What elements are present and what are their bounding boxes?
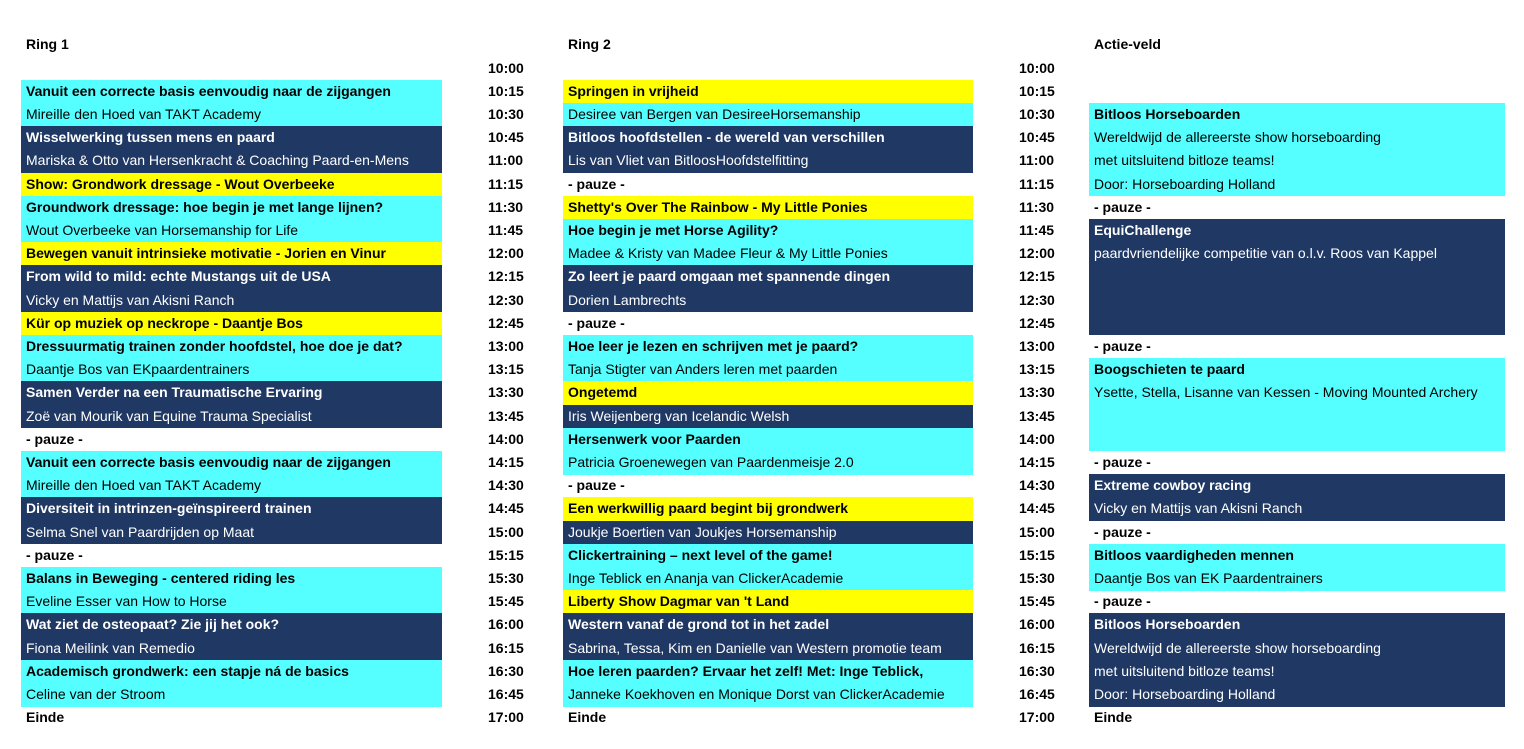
time-slot: 10:15	[1019, 82, 1055, 99]
ring2-schedule-item: Zo leert je paard omgaan met spannende dingen	[563, 265, 973, 289]
time-slot: 15:00	[1019, 523, 1055, 540]
time-slot: 11:45	[488, 221, 524, 238]
ring2-schedule-item: Lis van Vliet van BitloosHoofdstelfitting	[563, 149, 973, 173]
ring1-schedule-item: Mireille den Hoed van TAKT Academy	[21, 474, 442, 498]
ring1-schedule-item: Samen Verder na een Traumatische Ervaring	[21, 381, 442, 405]
actie-schedule-item: Extreme cowboy racing	[1089, 474, 1505, 498]
actie-schedule-item: Bitloos vaardigheden mennen	[1089, 544, 1505, 568]
time-slot: 13:45	[488, 407, 524, 424]
actie-schedule-item	[1089, 428, 1505, 452]
time-slot: 11:30	[1019, 198, 1055, 215]
time-slot: 14:30	[1019, 477, 1055, 494]
time-slot: 15:45	[488, 593, 524, 610]
ring1-schedule-item: Bewegen vanuit intrinsieke motivatie - Jorien en Vinur	[21, 242, 442, 266]
ring2-schedule-item: Western vanaf de grond tot in het zadel	[563, 613, 973, 637]
ring1-schedule-item: Show: Grondwork dressage - Wout Overbeeke	[21, 173, 442, 197]
ring1-schedule-item: Einde	[26, 709, 65, 726]
ring2-schedule-item: Ongetemd	[563, 381, 973, 405]
ring1-schedule-item: From wild to mild: echte Mustangs uit de USA	[21, 265, 442, 289]
actie-schedule-item: Wereldwijd de allereerste show horseboarding	[1089, 637, 1505, 661]
time-slot: 13:15	[1019, 361, 1055, 378]
time-slot: 13:15	[488, 361, 524, 378]
actie-schedule-item: Door: Horseboarding Holland	[1089, 683, 1505, 707]
actie-schedule-item	[1089, 265, 1505, 289]
time-slot: 11:00	[1019, 152, 1055, 169]
ring1-schedule-item: Celine van der Stroom	[21, 683, 442, 707]
ring1-schedule-item: Wat ziet de osteopaat? Zie jij het ook?	[21, 613, 442, 637]
time-slot: 11:45	[1019, 221, 1055, 238]
ring2-schedule-item: Dorien Lambrechts	[563, 289, 973, 313]
ring2-schedule-item: Bitloos hoofdstellen - de wereld van verschillen	[563, 126, 973, 150]
time-slot: 11:00	[488, 152, 524, 169]
time-slot: 13:30	[488, 384, 524, 401]
ring2-schedule-item: Einde	[568, 709, 607, 726]
time-slot: 17:00	[1019, 709, 1055, 726]
actie-schedule-item: - pauze -	[1094, 453, 1151, 470]
actie-schedule-item	[1089, 405, 1505, 429]
actie-schedule-item: - pauze -	[1094, 593, 1151, 610]
ring1-schedule-item: Academisch grondwerk: een stapje ná de basics	[21, 660, 442, 684]
ring1-schedule-item: Mireille den Hoed van TAKT Academy	[21, 103, 442, 127]
time-slot: 13:30	[1019, 384, 1055, 401]
time-slot: 11:15	[1019, 175, 1055, 192]
ring2-schedule-item: - pauze -	[568, 175, 625, 192]
ring2-schedule-item: Patricia Groenewegen van Paardenmeisje 2.0	[563, 451, 973, 475]
ring2-schedule-item: Liberty Show Dagmar van 't Land	[563, 590, 973, 614]
actie-schedule-item: EquiChallenge	[1089, 219, 1505, 243]
ring2-schedule-item: Hersenwerk voor Paarden	[563, 428, 973, 452]
time-slot: 11:15	[488, 175, 524, 192]
time-slot: 15:00	[488, 523, 524, 540]
time-slot: 16:45	[488, 685, 524, 702]
actie-schedule-item	[1089, 312, 1505, 336]
time-slot: 17:00	[488, 709, 524, 726]
time-slot: 15:15	[488, 546, 524, 563]
time-slot: 16:45	[1019, 685, 1055, 702]
time-slot: 16:15	[488, 639, 524, 656]
time-slot: 14:45	[1019, 500, 1055, 517]
time-slot: 13:00	[1019, 337, 1055, 354]
actie-schedule-item	[1089, 80, 1505, 104]
actie-schedule-item: Daantje Bos van EK Paardentrainers	[1089, 567, 1505, 591]
time-slot: 12:00	[1019, 245, 1055, 262]
time-slot: 11:30	[488, 198, 524, 215]
ring1-schedule-item: Groundwork dressage: hoe begin je met lange lijnen?	[21, 196, 442, 220]
actie-schedule-item: met uitsluitend bitloze teams!	[1089, 660, 1505, 684]
actie-schedule-item: met uitsluitend bitloze teams!	[1089, 149, 1505, 173]
time-slot: 15:15	[1019, 546, 1055, 563]
time-slot: 14:15	[488, 453, 524, 470]
time-slot: 12:30	[1019, 291, 1055, 308]
time-slot: 10:30	[488, 105, 524, 122]
actie-header: Actie-veld	[1094, 36, 1161, 52]
actie-schedule-item: Einde	[1094, 709, 1133, 726]
time-slot: 12:30	[488, 291, 524, 308]
ring2-schedule-item: Clickertraining – next level of the game!	[563, 544, 973, 568]
actie-schedule-item: Ysette, Stella, Lisanne van Kessen - Moving Mounted Archery	[1089, 381, 1505, 405]
ring2-schedule-item: Springen in vrijheid	[563, 80, 973, 104]
time-slot: 16:15	[1019, 639, 1055, 656]
time-slot: 15:30	[1019, 569, 1055, 586]
time-slot: 10:45	[1019, 129, 1055, 146]
time-slot: 13:00	[488, 337, 524, 354]
ring2-schedule-item: Janneke Koekhoven en Monique Dorst van ClickerAcademie	[563, 683, 973, 707]
ring1-schedule-item: Mariska & Otto van Hersenkracht & Coaching Paard-en-Mens	[21, 149, 442, 173]
ring2-schedule-item: Een werkwillig paard begint bij grondwerk	[563, 497, 973, 521]
ring2-schedule-item: Inge Teblick en Ananja van ClickerAcademie	[563, 567, 973, 591]
actie-schedule-item: Door: Horseboarding Holland	[1089, 173, 1505, 197]
actie-schedule-item: Bitloos Horseboarden	[1089, 613, 1505, 637]
ring1-schedule-item: Balans in Beweging - centered riding les	[21, 567, 442, 591]
ring2-schedule-item: Joukje Boertien van Joukjes Horsemanship	[563, 521, 973, 545]
time-slot: 14:00	[1019, 430, 1055, 447]
ring1-schedule-item: Daantje Bos van EKpaardentrainers	[21, 358, 442, 382]
ring2-schedule-item: Shetty's Over The Rainbow - My Little Ponies	[563, 196, 973, 220]
ring2-schedule-item: Iris Weijenberg van Icelandic Welsh	[563, 405, 973, 429]
ring1-schedule-item: Kür op muziek op neckrope - Daantje Bos	[21, 312, 442, 336]
time-slot: 15:30	[488, 569, 524, 586]
time-slot: 13:45	[1019, 407, 1055, 424]
time-slot: 14:00	[488, 430, 524, 447]
ring2-schedule-item: Tanja Stigter van Anders leren met paarden	[563, 358, 973, 382]
ring2-schedule-item: Madee & Kristy van Madee Fleur & My Little Ponies	[563, 242, 973, 266]
time-slot: 10:00	[488, 59, 524, 76]
actie-schedule-item: Bitloos Horseboarden	[1089, 103, 1505, 127]
ring1-schedule-item: Vanuit een correcte basis eenvoudig naar de zijgangen	[21, 451, 442, 475]
time-slot: 10:15	[488, 82, 524, 99]
time-slot: 10:00	[1019, 59, 1055, 76]
actie-schedule-item	[1089, 289, 1505, 313]
ring2-schedule-item: Hoe leren paarden? Ervaar het zelf! Met: Inge Teblick,	[563, 660, 973, 684]
time-slot: 12:15	[488, 268, 524, 285]
time-slot: 16:00	[488, 616, 524, 633]
time-slot: 12:45	[1019, 314, 1055, 331]
ring1-schedule-item: Dressuurmatig trainen zonder hoofdstel, hoe doe je dat?	[21, 335, 442, 359]
ring1-schedule-item: Eveline Esser van How to Horse	[21, 590, 442, 614]
ring1-schedule-item: Wout Overbeeke van Horsemanship for Life	[21, 219, 442, 243]
actie-schedule-item: paardvriendelijke competitie van o.l.v. Roos van Kappel	[1089, 242, 1505, 266]
ring1-schedule-item: Vanuit een correcte basis eenvoudig naar de zijgangen	[21, 80, 442, 104]
time-slot: 15:45	[1019, 593, 1055, 610]
time-slot: 14:45	[488, 500, 524, 517]
time-slot: 16:00	[1019, 616, 1055, 633]
actie-schedule-item: - pauze -	[1094, 523, 1151, 540]
time-slot: 16:30	[488, 662, 524, 679]
ring1-schedule-item: Diversiteit in intrinzen-geïnspireerd trainen	[21, 497, 442, 521]
time-slot: 10:30	[1019, 105, 1055, 122]
ring1-schedule-item: Vicky en Mattijs van Akisni Ranch	[21, 289, 442, 313]
actie-schedule-item: Wereldwijd de allereerste show horseboarding	[1089, 126, 1505, 150]
time-slot: 12:00	[488, 245, 524, 262]
time-slot: 16:30	[1019, 662, 1055, 679]
ring2-schedule-item: Hoe begin je met Horse Agility?	[563, 219, 973, 243]
ring1-schedule-item: Fiona Meilink van Remedio	[21, 637, 442, 661]
actie-schedule-item: Vicky en Mattijs van Akisni Ranch	[1089, 497, 1505, 521]
time-slot: 12:45	[488, 314, 524, 331]
time-slot: 14:30	[488, 477, 524, 494]
ring1-schedule-item: Zoë van Mourik van Equine Trauma Specialist	[21, 405, 442, 429]
actie-schedule-item: - pauze -	[1094, 337, 1151, 354]
time-slot: 10:45	[488, 129, 524, 146]
ring2-header: Ring 2	[568, 36, 611, 52]
ring1-header: Ring 1	[26, 36, 69, 52]
ring2-schedule-item: - pauze -	[568, 314, 625, 331]
actie-schedule-item: Boogschieten te paard	[1089, 358, 1505, 382]
ring2-schedule-item: Desiree van Bergen van DesireeHorsemanship	[563, 103, 973, 127]
ring2-schedule-item: Hoe leer je lezen en schrijven met je paard?	[563, 335, 973, 359]
time-slot: 12:15	[1019, 268, 1055, 285]
ring2-schedule-item: Sabrina, Tessa, Kim en Danielle van Western promotie team	[563, 637, 973, 661]
ring1-schedule-item: - pauze -	[26, 430, 83, 447]
ring2-schedule-item: - pauze -	[568, 477, 625, 494]
ring1-schedule-item: Selma Snel van Paardrijden op Maat	[21, 521, 442, 545]
actie-schedule-item: - pauze -	[1094, 198, 1151, 215]
time-slot: 14:15	[1019, 453, 1055, 470]
ring1-schedule-item: Wisselwerking tussen mens en paard	[21, 126, 442, 150]
ring1-schedule-item: - pauze -	[26, 546, 83, 563]
